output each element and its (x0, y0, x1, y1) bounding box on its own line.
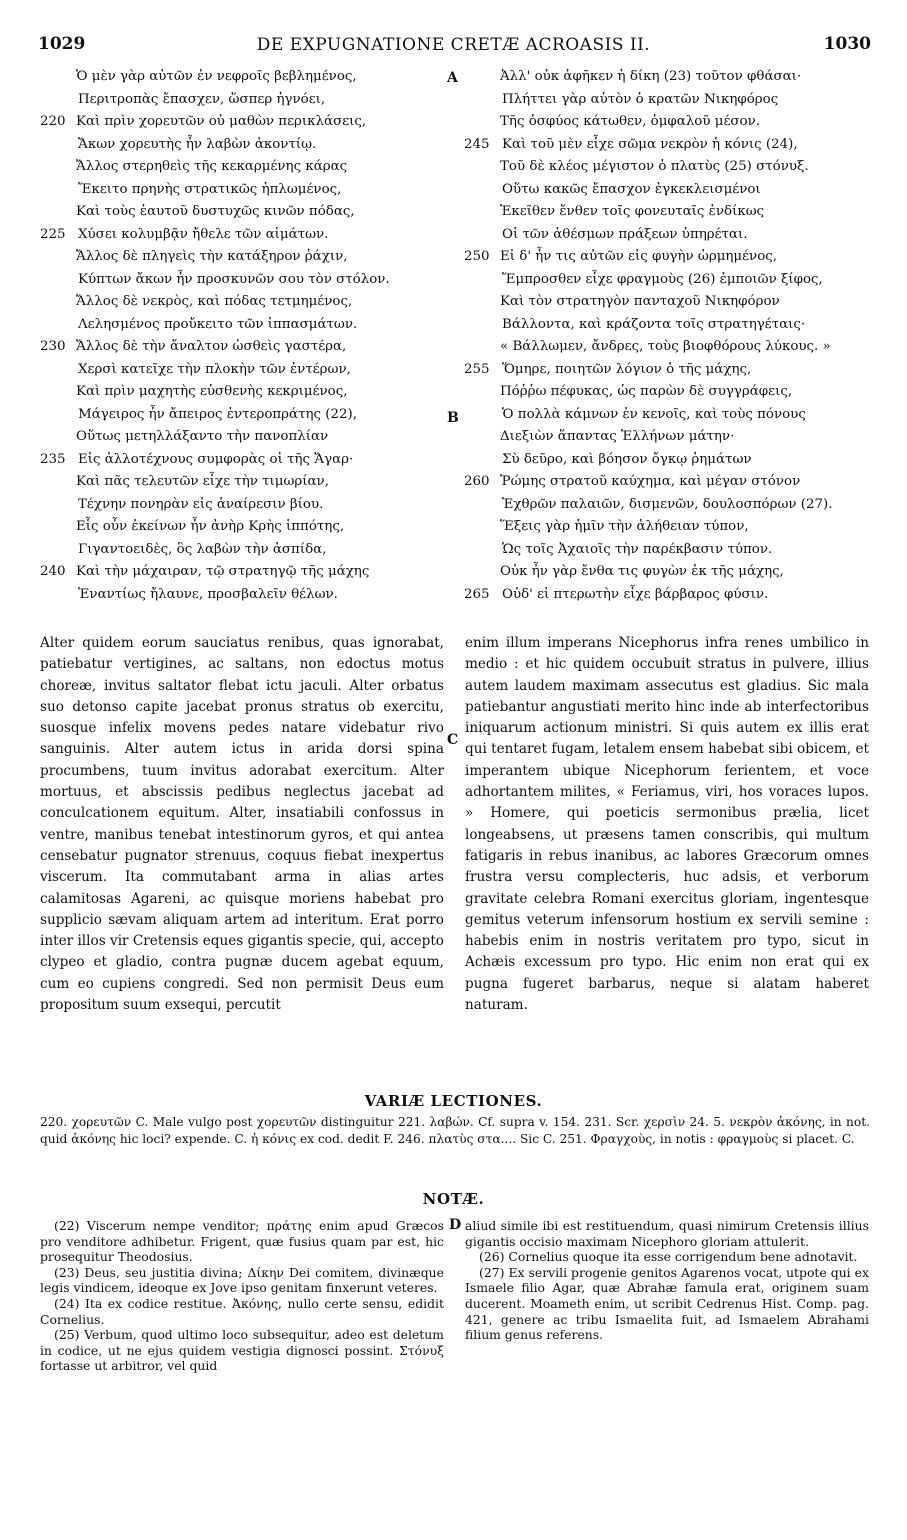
margin-mark-a: A (447, 70, 458, 86)
verse-text: Διεξιὼν ἅπαντας Ἑλλήνων μάτην· (500, 429, 735, 444)
verse-line (464, 449, 874, 472)
verse-text: Τέχνην πονηρὰν εἰς ἀναίρεσιν βίου. (78, 496, 324, 512)
margin-mark-d: D (449, 1217, 462, 1233)
verse-text: Ἐναντίως ἤλαυνε, προσβαλεῖν θέλων. (78, 586, 338, 602)
verse-line (464, 111, 874, 134)
note-24: (24) Ita ex codice restitue. Ἀκόνης, nullo certe sensu, edidit Cornelius. (40, 1295, 444, 1327)
verse-text: Τοῦ δὲ κλέος μέγιστον ὁ πλατὺς (25) στόνυξ. (500, 159, 809, 174)
verse-line (464, 539, 874, 562)
greek-verses-right-column (464, 66, 874, 606)
verse-number: 260 (464, 474, 490, 489)
note-22: (22) Viscerum nempe venditor; πράτης enim apud Græcos pro venditore adhibetur. Frigent, quæ fusius quam par est, hic prosequitur Theodosius. (40, 1218, 444, 1265)
note-23: (23) Deus, seu justitia divina; Δίκην Dei comitem, divinæque legis vindicem, ideoque ex Jove ipso genitam finxerunt veteres. (40, 1264, 444, 1296)
notes-right-column (465, 1218, 869, 1343)
verse-line (464, 224, 874, 247)
verse-line (464, 66, 874, 89)
page-number-left: 1029 (38, 34, 86, 54)
verse-line (464, 471, 874, 494)
verse-line (464, 134, 874, 157)
verse-line (464, 269, 874, 292)
verse-number: 245 (464, 136, 490, 152)
note-25: (25) Verbum, quod ultimo loco subsequitur, adeo est deletum in codice, ut ne ejus quidem vestigia dignosci possint. Στόνυξ fortasse ut arbitror, vel quid (40, 1327, 444, 1374)
verse-line (40, 494, 450, 517)
verse-number: 230 (40, 339, 66, 354)
verse-line (464, 561, 874, 584)
verse-text: Λελησμένος προὔκειτο τῶν ἱππασμάτων. (78, 316, 358, 332)
verse-text: Καὶ τοὺς ἑαυτοῦ δυστυχῶς κινῶν πόδας, (76, 204, 355, 219)
verse-text: Περιτροπὰς ἔπασχεν, ὥσπερ ἠγνόει, (78, 91, 326, 107)
verse-line (464, 336, 874, 359)
verse-line (40, 66, 450, 89)
verse-text: Καὶ τὴν μάχαιραν, τῷ στρατηγῷ τῆς μάχης (76, 564, 370, 579)
verse-line (40, 291, 450, 314)
notes-left-column (40, 1218, 444, 1374)
verse-text: Πόῤῥω πέφυκας, ὡς παρὼν δὲ συγγράφεις, (500, 384, 793, 399)
verse-text: Ἐκεῖθεν ἔνθεν τοῖς φονευταῖς ἐνδίκως (500, 204, 765, 219)
verse-line (464, 381, 874, 404)
verse-line (40, 404, 450, 427)
verse-text: Τῆς ὀσφύος κάτωθεν, ὀμφαλοῦ μέσον. (500, 114, 761, 129)
verse-line (40, 246, 450, 269)
verse-text: Ἕξεις γὰρ ἡμῖν τὴν ἀλήθειαν τύπον, (500, 519, 749, 534)
verse-line (40, 359, 450, 382)
verse-line (40, 89, 450, 112)
variae-lectiones-heading: VARIÆ LECTIONES. (364, 1092, 543, 1110)
verse-line (40, 336, 450, 359)
verse-text: Οὐκ ἦν γὰρ ἔνθα τις φυγὼν ἐκ τῆς μάχης, (500, 564, 784, 579)
running-header (0, 34, 907, 58)
verse-text: Καὶ τὸν στρατηγὸν πανταχοῦ Νικηφόρον (500, 294, 780, 309)
verse-line (40, 539, 450, 562)
note-25-continued: aliud simile ibi est restituendum, quasi nimirum Cretensis illius gigantis occisio maximam Nicephoro gloriam attulerit. (465, 1218, 869, 1249)
verse-line (40, 134, 450, 157)
verse-line (40, 224, 450, 247)
verse-text: Ὁ μὲν γὰρ αὐτῶν ἐν νεφροῖς βεβλημένος, (76, 69, 357, 84)
note-27: (27) Ex servili progenie genitos Agarenos vocat, utpote qui ex Ismaele filio Agar, quæ Abrahæ famula erat, originem suam ducerent. Moameth enim, ut scribit Cedrenus Hist. Comp. pag. 421, genere ac tribu Ismaelita fuit, ad Ismaelem Abrahami filium genus referens. (465, 1264, 869, 1343)
running-title: DE EXPUGNATIONE CRETÆ ACROASIS II. (256, 35, 651, 55)
verse-text: Οὕτως μετηλλάξαντο τὴν πανοπλίαν (76, 429, 329, 444)
variae-lectiones-text: 220. χορευτῶν C. Male vulgo post χορευτῶν distinguitur 221. λαβών. Cf. supra v. 154. 231. Scr. χερσὶν 24. 5. νεκρὸν ἀκόνης, in not. quid ἀκόνης hic loci? expende. C. ἡ κόνις ex cod. dedit F. 246. πλατὺς στα.... Sic C. 251. Φραγχοὺς, in notis : φραγμοὺς si placet. C. (40, 1115, 870, 1146)
verse-line (464, 359, 874, 382)
verse-line (464, 246, 874, 269)
verse-text: Ῥώμης στρατοῦ καύχημα, καὶ μέγαν στόνον (500, 474, 801, 489)
verse-line (40, 156, 450, 179)
verse-line (464, 426, 874, 449)
verse-text: Ἄλλος στερηθεὶς τῆς κεκαρμένης κάρας (76, 159, 348, 174)
verse-text: Ἄλλος δὲ τὴν ἄναλτον ὠσθεὶς γαστέρα, (76, 339, 347, 354)
verse-line (40, 314, 450, 337)
verse-text: Χύσει κολυμβᾷν ἤθελε τῶν αἱμάτων. (78, 226, 329, 242)
verse-text: Ἐχθρῶν παλαιῶν, δισμενῶν, δουλοσπόρων (27). (502, 496, 833, 512)
verse-line (40, 179, 450, 202)
verse-line (464, 156, 874, 179)
verse-text: Εἷς οὖν ἐκείνων ἦν ἀνὴρ Κρὴς ἱππότης, (76, 519, 345, 534)
verse-text: Ἄλλος δὲ πληγεὶς τὴν κατάξηρον ῥάχιν, (76, 249, 348, 264)
verse-number: 265 (464, 586, 490, 602)
verse-text: Χερσὶ κατεῖχε τὴν πλοκὴν τῶν ἐντέρων, (78, 361, 351, 377)
verse-text: « Βάλλωμεν, ἄνδρες, τοὺς βιοφθόρους λύκους. » (500, 339, 831, 354)
verse-line (40, 269, 450, 292)
verse-text: Εἰς ἀλλοτέχνους συμφορὰς οἱ τῆς Ἄγαρ· (78, 451, 354, 467)
margin-mark-c: C (447, 732, 459, 748)
verse-line (464, 291, 874, 314)
verse-text: Ἔμπροσθεν εἶχε φραγμοὺς (26) ἐμποιῶν ξίφος, (502, 271, 823, 287)
verse-text: Ὁ πολλὰ κάμνων ἐν κενοῖς, καὶ τοὺς πόνους (502, 406, 806, 422)
verse-number: 235 (40, 451, 66, 467)
verse-text: Ἄλλος δὲ νεκρὸς, καὶ πόδας τετμημένος, (76, 294, 353, 309)
verse-line (464, 179, 874, 202)
verse-number: 250 (464, 249, 490, 264)
verse-line (40, 449, 450, 472)
verse-number: 220 (40, 114, 66, 129)
verse-text: Καὶ πρὶν χορευτῶν οὐ μαθὼν περικλάσεις, (76, 114, 367, 129)
verse-line (40, 516, 450, 539)
verse-text: Καὶ τοῦ μὲν εἶχε σῶμα νεκρὸν ἡ κόνις (24), (502, 136, 798, 152)
verse-line (464, 201, 874, 224)
verse-line (464, 516, 874, 539)
verse-line (40, 111, 450, 134)
greek-verses-left-column (40, 66, 450, 606)
verse-line (464, 89, 874, 112)
note-26: (26) Cornelius quoque ita esse corrigendum bene adnotavit. (479, 1249, 858, 1265)
verse-number: 255 (464, 361, 490, 377)
verse-text: Οὕτω κακῶς ἔπασχον ἐγκεκλεισμένοι (502, 181, 761, 197)
latin-translation-left: Alter quidem eorum sauciatus renibus, quas ignorabat, patiebatur vertigines, ac saltans, non edoctus motus choreæ, invitus saltator flebat ictu jaculi. Alter orbatus suo detonso capite jacebat pronus stratus ob exercitu, suosque infelix movens pedes natare videbatur rivo sanguinis. Alter autem ictus in arida dorsi spina procumbens, tuum invitus adorabat exercitum. Alter mortuus, et abscissis pedibus neglectus jacebat ad conculcationem equitum. Alter, insatiabili confossus in ventre, manibus tenebat intestinorum gyros, et qui antea censebatur pugnator strenuus, coquus fiebat inexpertus viscerum. Ita commutabant arma in alias artes calamitosas Agareni, ac quisque moriens habebat pro supplicio sævam aliquam artem ad interitum. Erat porro inter illos vir Cretensis eques gigantis specie, qui, accepto clypeo et gladio, contra pugnæ ducem agebat equum, cum eo cupiens congredi. Sed non permisit Deus eum propositum suum exsequi, percutit (40, 635, 444, 1014)
verse-line (464, 584, 874, 607)
verse-text: Βάλλοντα, καὶ κράζοντα τοῖς στρατηγέταις· (502, 316, 806, 332)
verse-text: Ἄκων χορευτὴς ἦν λαβὼν ἀκοντίῳ. (78, 136, 317, 152)
verse-line (40, 471, 450, 494)
verse-line (40, 426, 450, 449)
verse-text: Σὺ δεῦρο, καὶ βόησον ὄγκῳ ῥημάτων (502, 451, 752, 467)
verse-line (464, 494, 874, 517)
verse-text: Ἔκειτο πρηνὴς στρατικῶς ἡπλωμένος, (78, 181, 342, 197)
verse-text: Ἀλλ' οὐκ ἀφῆκεν ἡ δίκη (23) τοῦτον φθάσαι· (500, 69, 802, 84)
verse-number: 240 (40, 564, 66, 579)
verse-text: Μάγειρος ἦν ἄπειρος ἐντεροπράτης (22), (78, 406, 358, 422)
latin-translation-right: enim illum imperans Nicephorus infra renes umbilico in medio : et hic quidem occubuit stratus in pulvere, illius autem laudem maximam assecutus est gladius. Sic mala patiebantur angustiati merito hinc inde ab interfectoribus iniquarum actionum ministri. Si quis autem ex illis erat qui tentaret fugam, letalem ensem habebat sibi obicem, et imperantem ubique Nicephorum ferientem, et voce adhortantem milites, « Feriamus, viri, hos voraces lupos. » Homere, qui poeticis sermonibus prælia, licet longeabsens, ut præsens tamen conscribis, qui multum fatigaris in rebus inanibus, ac labores Græcorum omnes frustra versu complecteris, huc adsis, et verborum gravitate celebra Romani exercitus gloriam, ingentesque gemitus veterum infensorum hostium ex servili semine : habebis enim in nostris veritatem pro typo, sicut in Achæis excessum pro typo. Hic enim non erat qui ex pugna fugeret barbarus, neque si alatam haberet naturam. (465, 635, 869, 1014)
verse-line (40, 201, 450, 224)
page-number-right: 1030 (823, 34, 871, 54)
verse-line (464, 314, 874, 337)
verse-text: Οἱ τῶν ἀθέσμων πράξεων ὑπηρέται. (502, 226, 748, 242)
notae-heading: NOTÆ. (422, 1190, 485, 1208)
margin-mark-b: B (447, 410, 459, 426)
verse-text: Γιγαντοειδὲς, ὃς λαβὼν τὴν ἀσπίδα, (78, 541, 327, 557)
verse-text: Καὶ πᾶς τελευτῶν εἶχε τὴν τιμωρίαν, (76, 474, 329, 489)
verse-text: Πλήττει γὰρ αὐτὸν ὁ κρατῶν Νικηφόρος (502, 91, 779, 107)
verse-line (40, 561, 450, 584)
verse-text: Καὶ πρὶν μαχητὴς εὐσθενὴς κεκριμένος, (76, 384, 348, 399)
verse-number: 225 (40, 226, 66, 242)
verse-line (40, 381, 450, 404)
verse-line (40, 584, 450, 607)
verse-text: Εἰ δ' ἦν τις αὐτῶν εἰς φυγὴν ὡρμημένος, (500, 249, 778, 264)
verse-line (464, 404, 874, 427)
verse-text: Ὡς τοῖς Ἀχαιοῖς τὴν παρέκβασιν τύπον. (502, 541, 773, 557)
verse-text: Οὐδ' εἰ πτερωτὴν εἶχε βάρβαρος φύσιν. (502, 586, 769, 602)
verse-text: Κύπτων ἄκων ἦν προσκυνῶν σου τὸν στόλον. (78, 271, 390, 287)
verse-text: Ὅμηρε, ποιητῶν λόγιον ὁ τῆς μάχης, (502, 361, 752, 377)
